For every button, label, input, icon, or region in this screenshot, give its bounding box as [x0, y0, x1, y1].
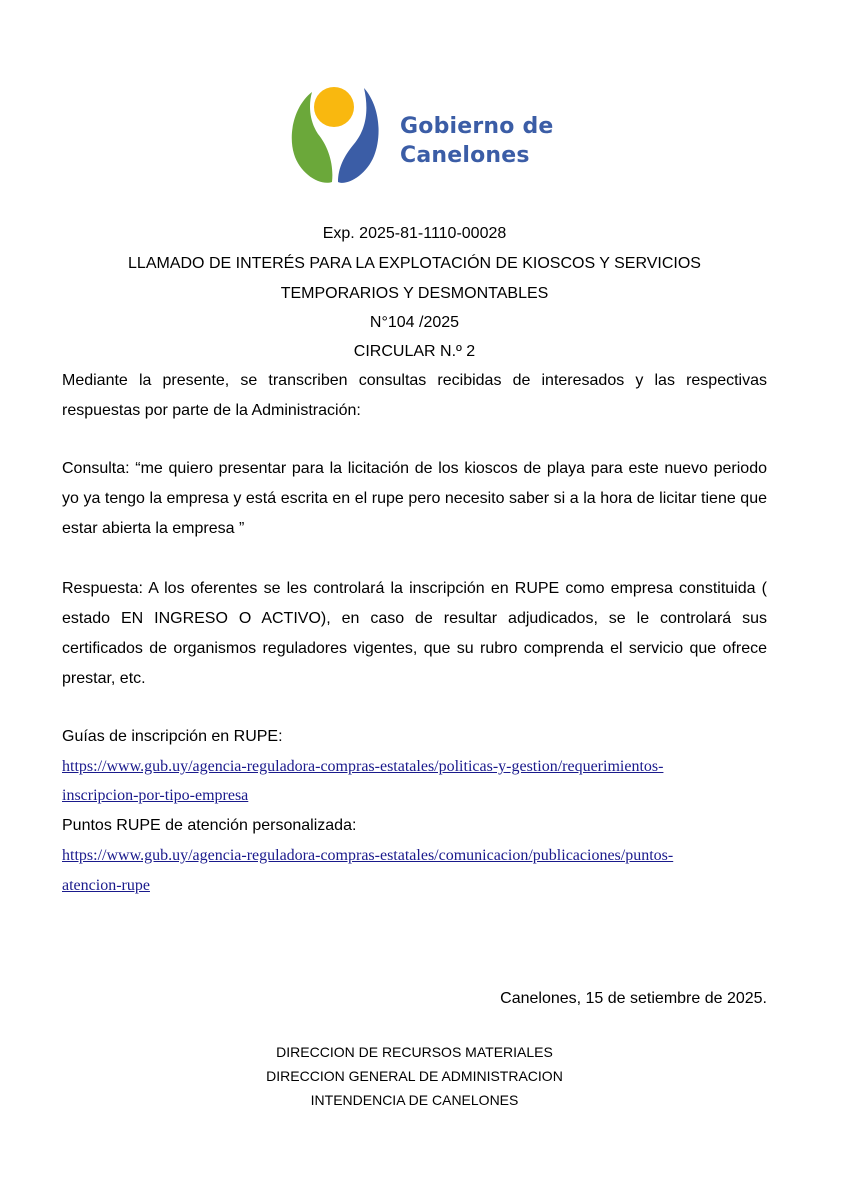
guias-label: Guías de inscripción en RUPE:: [62, 728, 283, 745]
logo-emblem-icon: [288, 84, 388, 188]
respuesta-paragraph: Respuesta: A los oferentes se les controlará la inscripción en RUPE como empresa constituida ( estado EN INGRESO O ACTIVO), en caso de resultar adjudicados, se le controlará sus certificados de organismos reguladores vigentes, que su rubro comprenda el servicio que ofrece prestar, etc.: [62, 580, 767, 687]
call-number: N°104 /2025: [369, 314, 460, 331]
expediente-number: Exp. 2025-81-1110-00028: [322, 225, 507, 242]
signature-line-2: DIRECCION GENERAL DE ADMINISTRACION: [266, 1068, 563, 1084]
puntos-label: Puntos RUPE de atención personalizada:: [62, 817, 357, 834]
logo-text-line1: Gobierno de: [400, 114, 554, 139]
signature-line-1: DIRECCION DE RECURSOS MATERIALES: [276, 1044, 553, 1060]
gobierno-canelones-logo: [288, 84, 554, 188]
guias-link-line-1[interactable]: https://www.gub.uy/agencia-reguladora-compras-estatales/politicas-y-gestion/requerimientos-: [62, 758, 664, 775]
consulta-paragraph: Consulta: “me quiero presentar para la licitación de los kioscos de playa para este nuevo periodo yo ya tengo la empresa y está escrita en el rupe pero necesito saber si a la hora de licitar tiene que estar abierta la empresa ”: [62, 460, 767, 537]
guias-link-line-2[interactable]: inscripcion-por-tipo-empresa: [62, 787, 249, 804]
intro-paragraph: Mediante la presente, se transcriben consultas recibidas de interesados y las respectivas respuestas por parte de la Administración:: [62, 372, 767, 419]
logo-wordmark: [400, 112, 554, 170]
logo-sun-shape: [314, 87, 354, 127]
puntos-link-line-1[interactable]: https://www.gub.uy/agencia-reguladora-compras-estatales/comunicacion/publicaciones/puntos-: [62, 847, 674, 864]
document-date: Canelones, 15 de setiembre de 2025.: [500, 990, 767, 1007]
title-line-2: TEMPORARIOS Y DESMONTABLES: [280, 285, 549, 302]
circular-number: CIRCULAR N.º 2: [353, 343, 476, 360]
title-line-1: LLAMADO DE INTERÉS PARA LA EXPLOTACIÓN DE KIOSCOS Y SERVICIOS: [128, 255, 701, 272]
puntos-link-line-2[interactable]: atencion-rupe: [62, 877, 150, 894]
logo-text-line2: Canelones: [400, 143, 530, 168]
signature-line-3: INTENDENCIA DE CANELONES: [310, 1092, 519, 1108]
